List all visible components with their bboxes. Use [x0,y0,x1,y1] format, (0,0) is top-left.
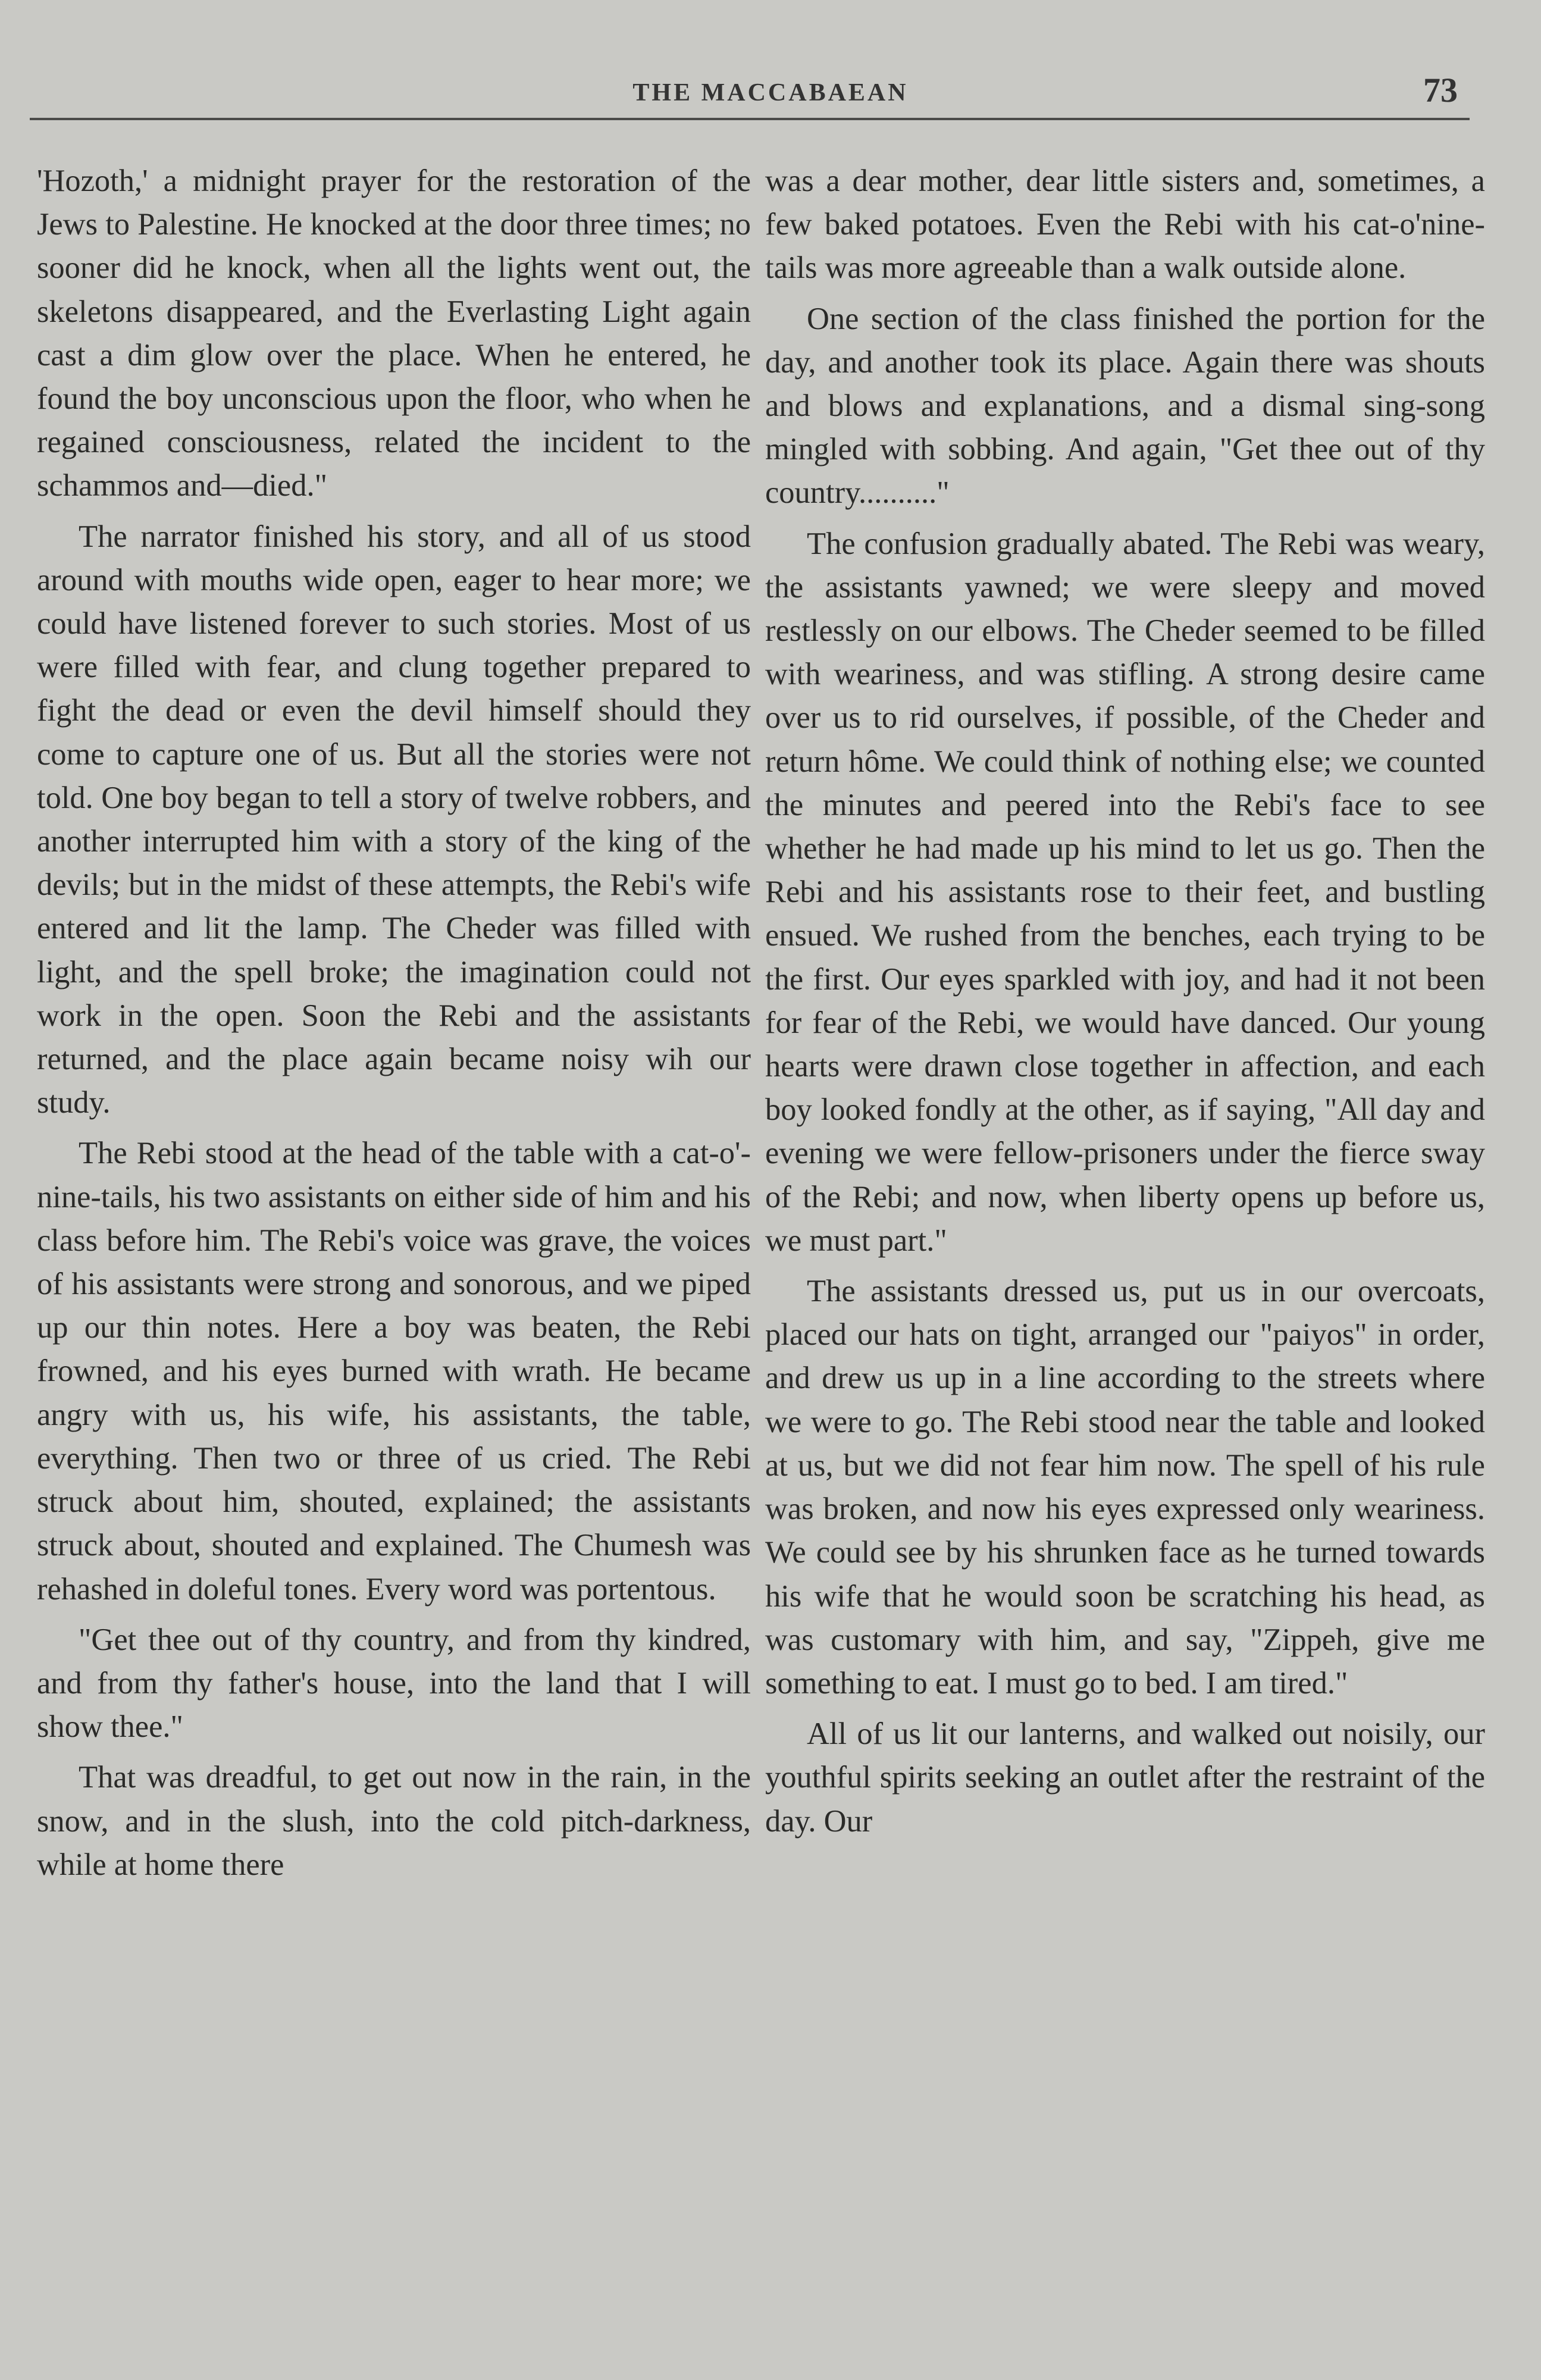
paragraph: "Get thee out of thy country, and from thy kindred, and from thy father's house, into the land that I will show thee." [37,1622,751,1745]
page-number: 73 [1423,71,1458,109]
paragraph: The confusion gradually abated. The Rebi was weary, the assistants yawned; we were sleepy and moved restlessly on our elbows. The Cheder seemed to be filled with weariness, and was stifling. A strong desire came over us to rid ourselves, if possible, of the Cheder and return hôme. We could think of nothing else; we counted the minutes and peered into the Rebi's face to see whether he had made up his mind to let us go. Then the Rebi and his assistants rose to their feet, and bustling ensued. We rushed from the benches, each trying to be the first. Our eyes sparkled with joy, and had it not been for fear of the Rebi, we would have danced. Our young hearts were drawn close together in affection, and each boy looked fondly at the other, as if saying, "All day and evening we were fellow-prisoners under the fierce sway of the Rebi; and now, when liberty opens up before us, we must part." [765,526,1485,1258]
paragraph: The assistants dressed us, put us in our overcoats, placed our hats on tight, arranged our "paiyos" in order, and drew us up in a line according to the streets where we were to go. The Rebi stood near the table and looked at us, but we did not fear him now. The spell of his rule was broken, and now his eyes expressed only weariness. We could see by his shrunken face as he turned towards his wife that he would soon be scratching his head, as was customary with him, and say, "Zippeh, give me something to eat. I must go to bed. I am tired." [765,1274,1485,1701]
header-rule [30,118,1470,120]
paragraph: The Rebi stood at the head of the table with a cat-o'-nine-tails, his two assistants on either side of him and his class before him. The Rebi's voice was grave, the voices of his assistants were strong and sonorous, and we piped up our thin notes. Here a boy was beaten, the Rebi frowned, and his eyes burned with wrath. He became angry with us, his wife, his assistants, the table, everything. Then two or three of us cried. The Rebi struck about him, shouted, explained; the assistants struck about, shouted and explained. The Chumesh was rehashed in doleful tones. Every word was portentous. [37,1136,751,1606]
paragraph: 'Hozoth,' a midnight prayer for the restoration of the Jews to Palestine. He knocked at the door three times; no sooner did he knock, when all the lights went out, the skeletons disappeared, and the Everlasting Light again cast a dim glow over the place. When he entered, he found the boy unconscious upon the floor, who when he regained consciousness, related the incident to the schammos and—died." [37,164,751,503]
paragraph: The narrator finished his story, and all of us stood around with mouths wide open, eager to hear more; we could have listened forever to such stories. Most of us were filled with fear, and clung together prepared to fight the dead or even the devil himself should they come to capture one of us. But all the stories were not told. One boy began to tell a story of twelve robbers, and another interrupted him with a story of the king of the devils; but in the midst of these attempts, the Rebi's wife entered and lit the lamp. The Cheder was filled with light, and the spell broke; the imagination could not work in the open. Soon the Rebi and the assistants returned, and the place again became noisy wih our study. [37,519,751,1120]
running-head [30,71,1511,125]
paragraph: That was dreadful, to get out now in the rain, in the snow, and in the slush, into the cold pitch-darkness, while at home there [37,1760,751,1882]
journal-title: THE MACCABAEAN [632,79,909,107]
paragraph: All of us lit our lanterns, and walked out noisily, our youthful spirits seeking an outlet after the restraint of the day. Our [765,1717,1485,1839]
paragraph: One section of the class finished the portion for the day, and another took its place. Again there was shouts and blows and explanations, and a dismal sing-song mingled with sobbing. And again, "Get thee out of thy country.........." [765,301,1485,511]
paragraph: was a dear mother, dear little sisters and, sometimes, a few baked potatoes. Even the Rebi with his cat-o'nine-tails was more agreeable than a walk outside alone. [765,164,1485,286]
right-column [765,159,1485,1843]
left-column [37,159,751,1887]
